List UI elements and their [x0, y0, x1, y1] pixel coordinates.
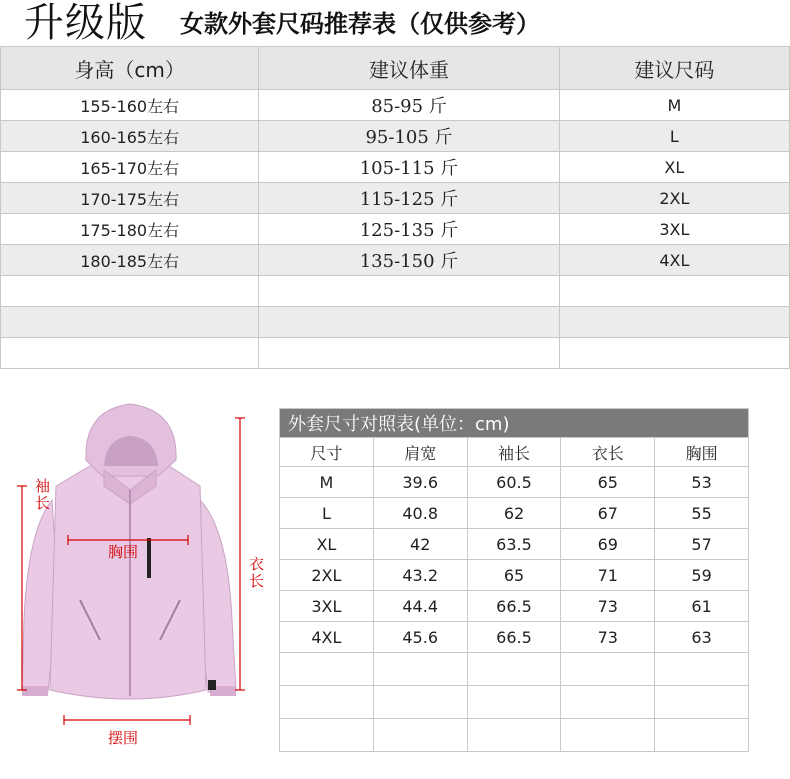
sleeve-cell: 62	[467, 498, 561, 529]
length-cell: 65	[561, 467, 655, 498]
sleeve-label: 袖长	[35, 477, 51, 512]
size-row	[280, 529, 749, 560]
size-cell: 4XL	[280, 622, 374, 653]
header-chest: 胸围	[655, 438, 749, 467]
length-label: 衣长	[249, 555, 265, 590]
sleeve-cell: 63.5	[467, 529, 561, 560]
empty-cell	[655, 719, 749, 752]
chest-cell: 57	[655, 529, 749, 560]
length-cell: 69	[561, 529, 655, 560]
chest-label: 胸围	[108, 543, 139, 561]
size-cell: XL	[280, 529, 374, 560]
empty-cell	[561, 719, 655, 752]
chart-title: 女款外套尺码推荐表（仅供参考）	[180, 10, 540, 38]
size-empty-row	[280, 686, 749, 719]
empty-cell	[467, 653, 561, 686]
hem-label: 摆围	[108, 729, 139, 747]
chest-cell: 61	[655, 591, 749, 622]
chest-cell: 55	[655, 498, 749, 529]
header-size-label: 尺寸	[280, 438, 374, 467]
empty-cell	[259, 338, 559, 369]
sleeve-cell: 66.5	[467, 591, 561, 622]
shoulder-cell: 43.2	[373, 560, 467, 591]
empty-cell	[561, 686, 655, 719]
size-cell: M	[280, 467, 374, 498]
recommend-row	[1, 214, 790, 245]
empty-cell	[280, 653, 374, 686]
height-cell: 170-175左右	[1, 183, 259, 214]
sleeve-cell: 60.5	[467, 467, 561, 498]
chest-cell: 63	[655, 622, 749, 653]
empty-cell	[655, 653, 749, 686]
empty-cell	[259, 276, 559, 307]
empty-cell	[559, 338, 789, 369]
recommend-empty-row	[1, 338, 790, 369]
chest-cell: 53	[655, 467, 749, 498]
height-cell: 160-165左右	[1, 121, 259, 152]
empty-cell	[373, 653, 467, 686]
size-table-caption: 外套尺寸对照表(单位：cm)	[280, 409, 749, 438]
length-cell: 73	[561, 622, 655, 653]
recommend-row	[1, 152, 790, 183]
size-cell: 2XL	[280, 560, 374, 591]
size-row	[280, 467, 749, 498]
size-cell: XL	[559, 152, 789, 183]
recommend-empty-row	[1, 307, 790, 338]
shoulder-cell: 45.6	[373, 622, 467, 653]
weight-cell: 135-150 斤	[259, 245, 559, 276]
length-cell: 73	[561, 591, 655, 622]
recommend-table	[0, 46, 790, 369]
weight-cell: 95-105 斤	[259, 121, 559, 152]
recommend-empty-row	[1, 276, 790, 307]
header-weight: 建议体重	[259, 47, 559, 90]
size-cell: 3XL	[280, 591, 374, 622]
header-size: 建议尺码	[559, 47, 789, 90]
header-height: 身高（cm）	[1, 47, 259, 90]
shoulder-cell: 44.4	[373, 591, 467, 622]
empty-cell	[280, 686, 374, 719]
length-cell: 67	[561, 498, 655, 529]
height-cell: 175-180左右	[1, 214, 259, 245]
empty-cell	[1, 338, 259, 369]
header-shoulder: 肩宽	[373, 438, 467, 467]
shoulder-cell: 42	[373, 529, 467, 560]
size-caption-row	[280, 409, 749, 438]
header	[0, 0, 790, 46]
size-row	[280, 498, 749, 529]
shoulder-cell: 39.6	[373, 467, 467, 498]
empty-cell	[561, 653, 655, 686]
height-cell: 155-160左右	[1, 90, 259, 121]
shoulder-cell: 40.8	[373, 498, 467, 529]
jacket-image	[0, 390, 270, 775]
recommend-row	[1, 183, 790, 214]
weight-cell: 125-135 斤	[259, 214, 559, 245]
size-row	[280, 560, 749, 591]
edition-title: 升级版	[24, 0, 147, 46]
recommend-row	[1, 121, 790, 152]
recommend-row	[1, 90, 790, 121]
header-sleeve: 袖长	[467, 438, 561, 467]
size-table	[279, 408, 749, 752]
size-cell: L	[559, 121, 789, 152]
size-empty-row	[280, 653, 749, 686]
empty-cell	[373, 686, 467, 719]
height-cell: 165-170左右	[1, 152, 259, 183]
size-cell: 3XL	[559, 214, 789, 245]
empty-cell	[467, 719, 561, 752]
empty-cell	[655, 686, 749, 719]
sleeve-cell: 65	[467, 560, 561, 591]
recommend-header-row	[1, 47, 790, 90]
length-cell: 71	[561, 560, 655, 591]
sleeve-cell: 66.5	[467, 622, 561, 653]
size-cell: M	[559, 90, 789, 121]
size-cell: 2XL	[559, 183, 789, 214]
empty-cell	[559, 276, 789, 307]
size-row	[280, 622, 749, 653]
size-cell: 4XL	[559, 245, 789, 276]
empty-cell	[1, 276, 259, 307]
header-length: 衣长	[561, 438, 655, 467]
empty-cell	[373, 719, 467, 752]
empty-cell	[559, 307, 789, 338]
size-header-row	[280, 438, 749, 467]
size-cell: L	[280, 498, 374, 529]
size-empty-row	[280, 719, 749, 752]
empty-cell	[1, 307, 259, 338]
weight-cell: 115-125 斤	[259, 183, 559, 214]
chest-cell: 59	[655, 560, 749, 591]
empty-cell	[280, 719, 374, 752]
empty-cell	[259, 307, 559, 338]
weight-cell: 105-115 斤	[259, 152, 559, 183]
jacket-illustration	[0, 390, 270, 775]
empty-cell	[467, 686, 561, 719]
height-cell: 180-185左右	[1, 245, 259, 276]
weight-cell: 85-95 斤	[259, 90, 559, 121]
size-row	[280, 591, 749, 622]
recommend-row	[1, 245, 790, 276]
